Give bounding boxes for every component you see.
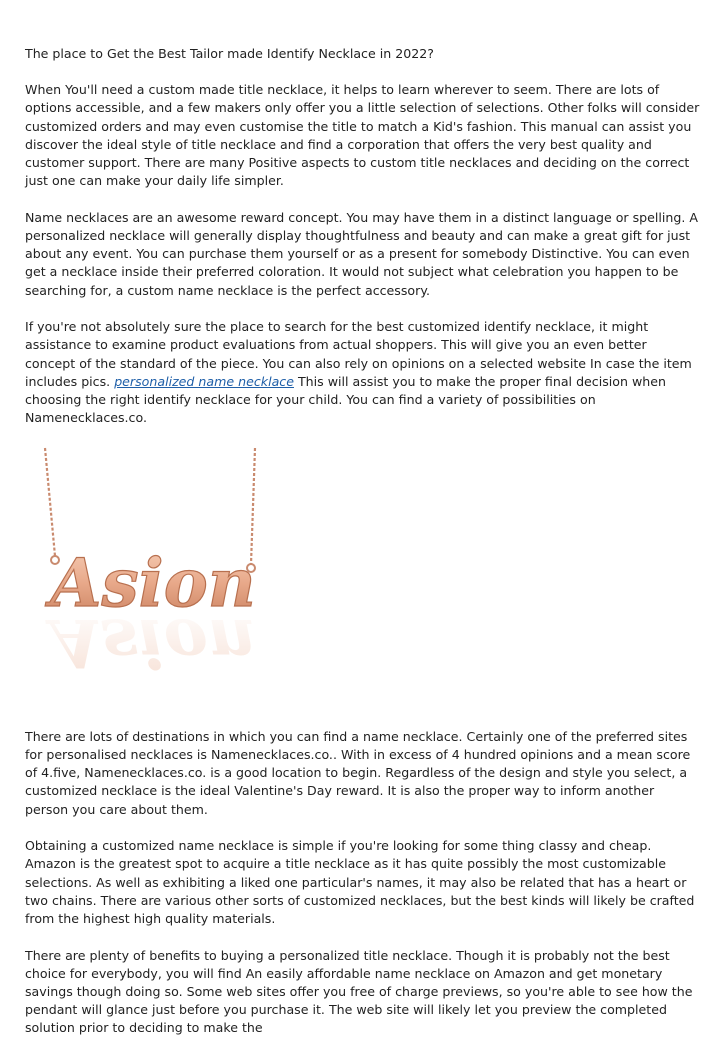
paragraph-reviews-text-before: If you're not absolutely sure the place to search for the best customized identify necklace, it might assistance to examine product evaluations from actual shoppers. This will give you an even better concept of the standard of the piece. You can also rely on opinions on a selected website In case the item includes pics. <box>25 319 692 389</box>
paragraph-intro: When You'll need a custom made title necklace, it helps to learn wherever to seem. There are lots of options accessible, and a few makers only offer you a little selection of selections. Other folks will consider customized orders and may even customise the title to match a Kid's fashion. This manual can assist you discover the ideal style of title necklace and find a corporation that offers the very best quality and customer support. There are many Positive aspects to custom title necklaces and deciding on the correct just one can make your daily life simpler. <box>25 82 700 189</box>
name-necklace-image <box>33 446 273 708</box>
paragraph-reviews <box>25 318 700 427</box>
paragraph-reviews-text-after: This will assist you to make the proper final decision when choosing the right identify necklace for your child. You can find a variety of possibilities on Namenecklaces.co. <box>25 373 666 426</box>
paragraph-benefits: There are plenty of benefits to buying a personalized title necklace. Though it is probably not the best choice for everybody, you will find An easily affordable name necklace on Amazon and get monetary savings though doing so. Some web sites offer you free of charge previews, so you're able to see how the pendant will glance just before you purchase it. The web site will likely let you preview the completed solution prior to deciding to make the <box>25 947 693 1036</box>
document-page <box>25 45 700 1056</box>
pendant-reflection <box>44 604 255 682</box>
paragraph-amazon: Obtaining a customized name necklace is simple if you're looking for some thing classy and cheap. Amazon is the greatest spot to acquire a title necklace as it has quite possibly the most customizable selections. As well as exhibiting a liked one particular's names, it may also be related that has a heart or two chains. There are various other sorts of customized necklaces, but the best kinds will likely be crafted from the highest high quality materials. <box>25 838 695 927</box>
paragraph-gift-concept: Name necklaces are an awesome reward concept. You may have them in a distinct language or spelling. A personalized necklace will generally display thoughtfulness and beauty and can make a great gift for just about any event. You can purchase them yourself or as a present for somebody Distinctive. You can even get a necklace inside their preferred coloration. It would not subject what celebration you happen to be searching for, a custom name necklace is the perfect accessory. <box>25 209 698 298</box>
paragraph-destinations: There are lots of destinations in which you can find a name necklace. Certainly one of the preferred sites for personalised necklaces is Namenecklaces.co.. With in excess of 4 hundred opinions and a mean score of 4.five, Namenecklaces.co. is a good location to begin. Regardless of the design and style you select, a customized necklace is the ideal Valentine's Day reward. It is also the proper way to inform another person you care about them. <box>25 728 691 817</box>
personalized-name-necklace-link[interactable]: personalized name necklace <box>114 373 294 389</box>
document-title: The place to Get the Best Tailor made Identify Necklace in 2022? <box>25 46 434 61</box>
pendant-name-text: Asion <box>50 543 256 622</box>
left-chain <box>45 448 55 556</box>
necklace-illustration <box>33 446 273 708</box>
pendant-reflection-text: Asion <box>50 603 256 682</box>
